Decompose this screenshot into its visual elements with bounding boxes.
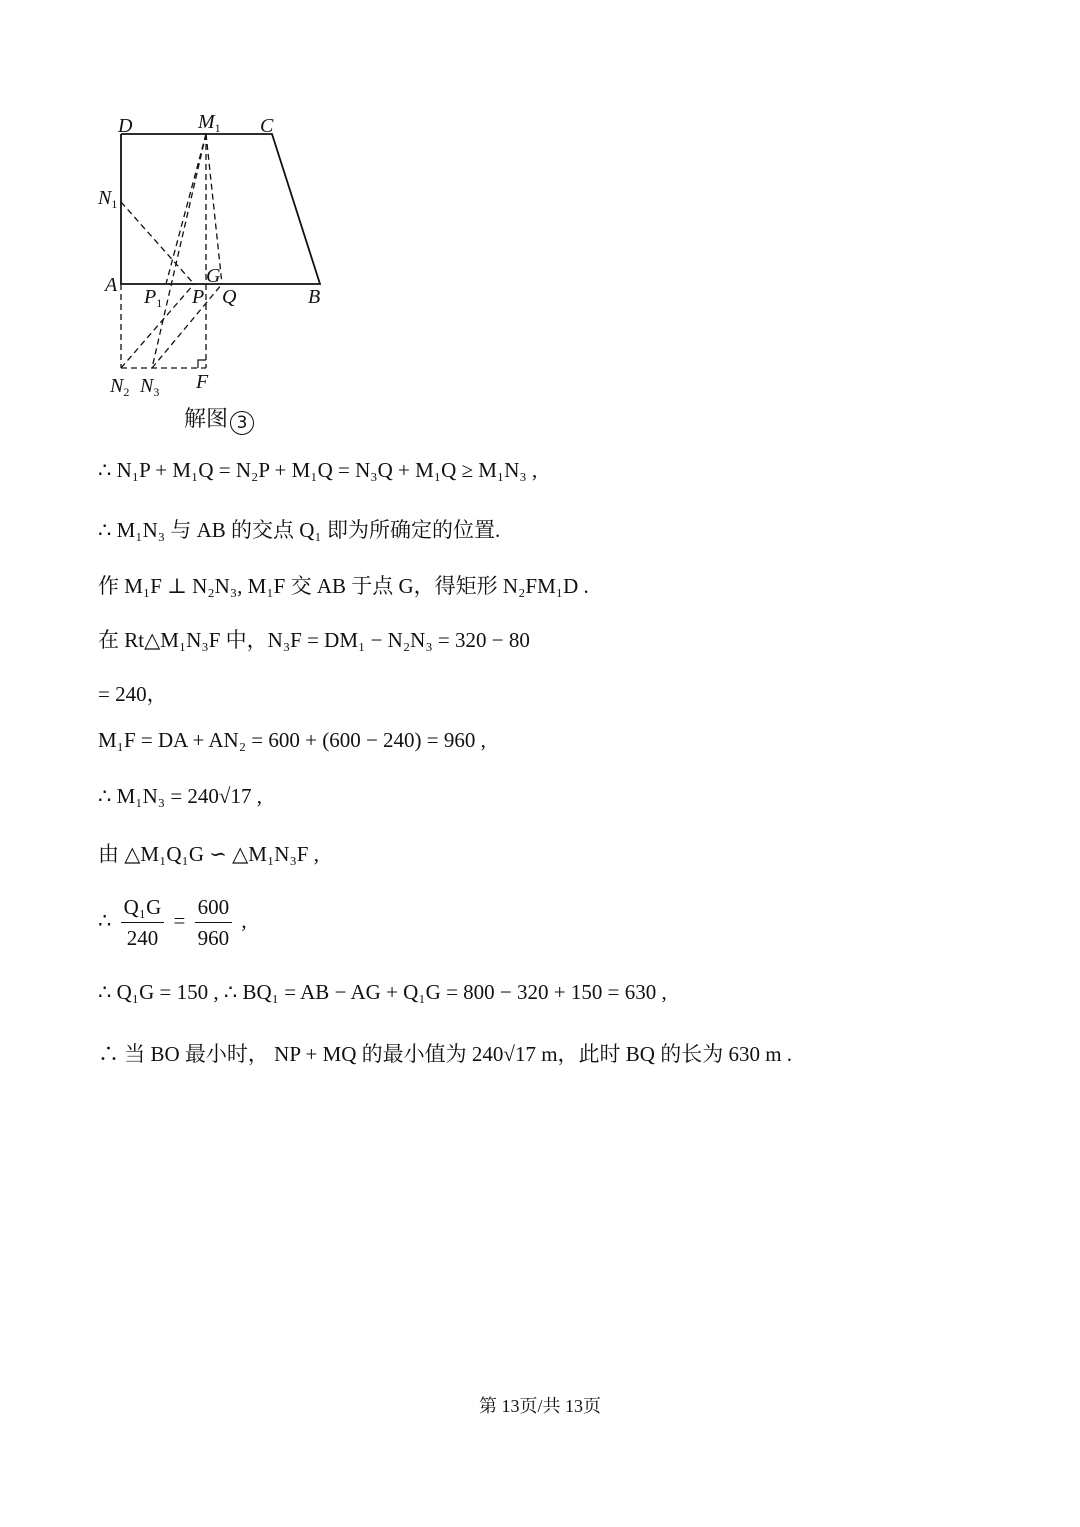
trapezoid [121,134,320,287]
label-m1: $M_1$ [198,111,221,135]
page-footer: 第 13页/共 13页 [478,1396,601,1416]
solution-line-11: ∴ 当 BO 最小时， NP + MQ 的最小值为 240√17 m，此时 BQ 的长为 630 m . [98,1042,793,1066]
figure-caption: 解图 3 [184,402,254,435]
label-p: P [192,286,205,308]
solution-line-2: ∴ M₁N₃ 与 AB 的交点 Q₁ 即为所确定的位置. [98,518,501,542]
solution-line-5: = 240， [98,682,168,706]
solution-line-1: ∴ N₁P + M₁Q = N₂P + M₁Q = N₃Q + M₁Q ≥ M₁N₃ , [98,458,538,482]
geometry-figure [96,104,336,404]
label-c: C [260,115,274,137]
solution-line-6: M₁F = DA + AN₂ = 600 + (600 − 240) = 960 , [98,728,486,752]
right-angle-mark [198,360,206,368]
circled-number: 3 [230,411,254,435]
label-q: Q [222,286,237,308]
label-p1: $P_1$ [144,286,163,310]
figure-lines [96,104,336,404]
label-a: A [105,274,118,296]
solution-line-8: 由 △M₁Q₁G ∽ △M₁N₃F , [98,842,319,866]
fraction-right: $\frac{600}{960}$ [195,892,233,953]
label-g: G [206,265,221,287]
label-n3: $N_3$ [140,375,160,399]
label-f: F [196,371,209,393]
solution-line-9: ∴ $\frac{\text{Q₁G}}{240}$ = $\frac{600}{960}$ , [98,892,247,953]
label-d: D [118,115,133,137]
fraction-left: $\frac{\text{Q₁G}}{240}$ [121,892,165,953]
solution-line-3: 作 M₁F ⊥ N₂N₃, M₁F 交 AB 于点 G，得矩形 N₂FM₁D . [98,574,589,598]
solution-line-10: ∴ Q₁G = 150 , ∴ BQ₁ = AB − AG + Q₁G = 800 − 320 + 150 = 630 , [98,980,667,1004]
solution-line-4: 在 Rt△M₁N₃F 中，N₃F = DM₁ − N₂N₃ = 320 − 80 [98,628,530,652]
solution-line-7: ∴ M₁N₃ = 240√17 , [98,784,262,808]
label-n2: $N_2$ [110,375,130,399]
dashed-lines [121,134,222,368]
label-n1: $N_1$ [98,187,118,211]
label-b: B [308,286,321,308]
